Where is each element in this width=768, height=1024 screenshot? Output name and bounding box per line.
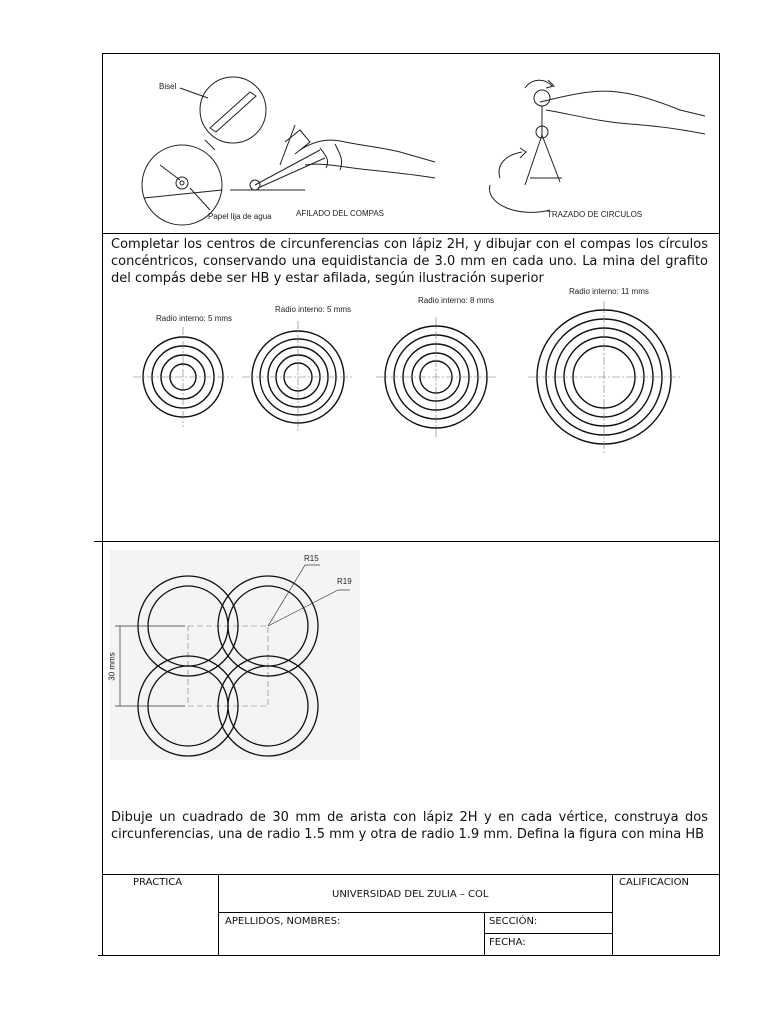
dim-r19: R19 bbox=[337, 577, 352, 586]
footer-row-1 bbox=[218, 912, 612, 913]
instruction-2: Dibuje un cuadrado de 30 mm de arista con lápiz 2H y en cada vértice, construya dos circunferencias, una de radio 1.5 mm y otra de radio 1.9 mm. Defina la figura con mina HB bbox=[111, 810, 708, 842]
footer-calificacion: CALIFICACION bbox=[619, 877, 689, 888]
footer-seccion: SECCIÓN: bbox=[489, 916, 538, 927]
divider-3 bbox=[102, 874, 720, 875]
circle-label-4: Radio interno: 11 mms bbox=[569, 287, 649, 296]
footer-col-3 bbox=[484, 912, 485, 956]
footer-apellidos: APELLIDOS, NOMBRES: bbox=[225, 916, 341, 927]
label-afilado: AFILADO DEL COMPAS bbox=[296, 209, 385, 218]
footer-col-2 bbox=[612, 874, 613, 956]
footer-practica: PRACTICA bbox=[133, 877, 183, 888]
footer-col-1 bbox=[218, 874, 219, 956]
circle-label-2: Radio interno: 5 mms bbox=[275, 305, 352, 314]
footer-fecha: FECHA: bbox=[489, 937, 526, 948]
label-bisel: Bisel bbox=[159, 82, 177, 91]
circle-label-3: Radio interno: 8 mms bbox=[418, 296, 495, 305]
dim-r15: R15 bbox=[304, 554, 319, 563]
footer-bottom bbox=[98, 955, 720, 956]
circle-label-1: Radio interno: 5 mms bbox=[156, 314, 233, 323]
label-papel: Papel lija de agua bbox=[208, 212, 272, 221]
footer-row-2 bbox=[484, 933, 612, 934]
label-trazado: TRAZADO DE CIRCULOS bbox=[547, 210, 643, 219]
instruction-1: Completar los centros de circunferencias con lápiz 2H, y dibujar con el compas los círculos concéntricos, conservando una equidistancia de 3.0 mm en cada uno. La mina del grafito del compás debe ser HB y estar afilada, según ilustración superior bbox=[111, 237, 708, 286]
footer-universidad: UNIVERSIDAD DEL ZULIA – COL bbox=[332, 889, 489, 900]
dim-side: 30 mms bbox=[107, 652, 117, 681]
